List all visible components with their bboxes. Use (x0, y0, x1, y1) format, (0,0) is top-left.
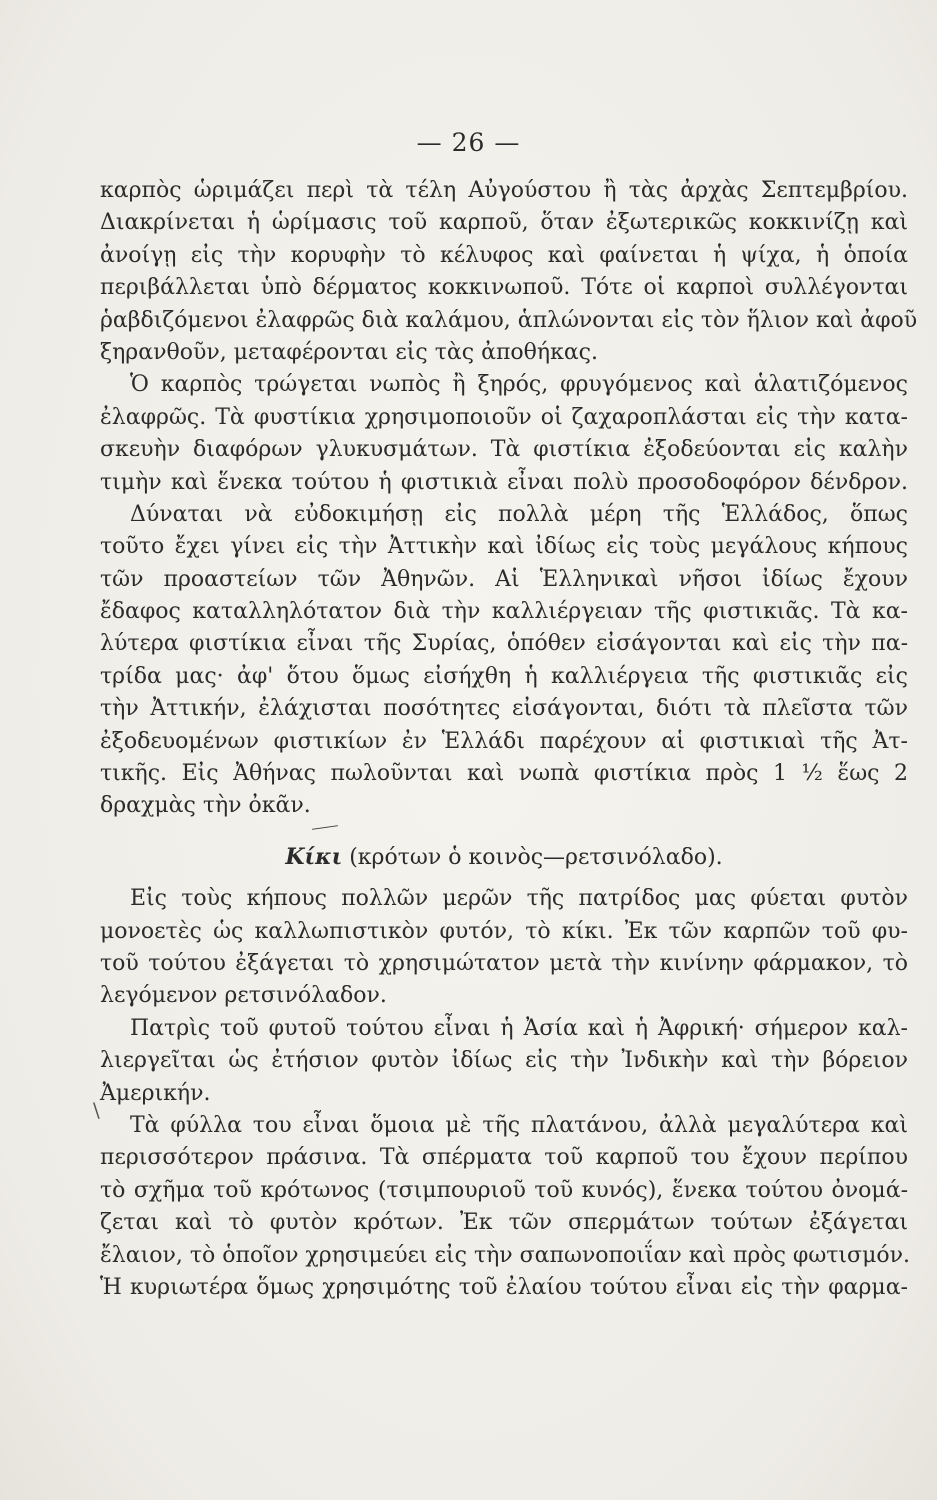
text-line: τὴν Ἀττικήν, ἐλάχισται ποσότητες εἰσάγονται, διότι τὰ πλεῖστα τῶν (100, 696, 908, 722)
text-line: ζεται καὶ τὸ φυτὸν κρότων. Ἐκ τῶν σπερμάτων τούτων ἐξάγεται (100, 1210, 908, 1236)
text-line: τρίδα μας· ἀφ' ὅτου ὅμως εἰσήχθη ἡ καλλιέργεια τῆς φιστικιᾶς εἰς (100, 663, 908, 689)
text-line: ῥαβδιζόμενοι ἐλαφρῶς διὰ καλάμου, ἁπλώνονται εἰς τὸν ἥλιον καὶ ἀφοῦ (100, 307, 918, 333)
text-line: σκευὴν διαφόρων γλυκυσμάτων. Τὰ φιστίκια ἐξοδεύονται εἰς καλὴν (100, 437, 908, 463)
stray-pen-mark: \ (93, 1098, 100, 1122)
text-line: τῶν προαστείων τῶν Ἀθηνῶν. Αἱ Ἑλληνικαὶ νῆσοι ἰδίως ἔχουν (100, 566, 908, 592)
text-line: Ὁ καρπὸς τρώγεται νωπὸς ἢ ξηρός, φρυγόμενος καὶ ἁλατιζόμενος (130, 372, 908, 398)
text-line: τοῦ τούτου ἐξάγεται τὸ χρησιμώτατον μετὰ τὴν κινίνην φάρμακον, τὸ (100, 950, 908, 976)
section-heading-rest: (κρότων ὁ κοινὸς—ρετσινόλαδο). (342, 844, 723, 870)
text-line: λιεργεῖται ὡς ἐτήσιον φυτὸν ἰδίως εἰς τὴν Ἰνδικὴν καὶ τὴν βόρειον (100, 1048, 908, 1074)
text-line: Εἰς τοὺς κήπους πολλῶν μερῶν τῆς πατρίδος μας φύεται φυτὸν (130, 886, 908, 912)
text-line: ξηρανθοῦν, μεταφέρονται εἰς τὰς ἀποθήκας. (100, 339, 598, 365)
text-line: καρπὸς ὡριμάζει περὶ τὰ τέλη Αὐγούστου ἢ τὰς ἀρχὰς Σεπτεμβρίου. (100, 178, 908, 203)
text-line: μονοετὲς ὡς καλλωπιστικὸν φυτόν, τὸ κίκι. Ἐκ τῶν καρπῶν τοῦ φυ- (100, 918, 908, 944)
text-line: ἐλαφρῶς. Τὰ φυστίκια χρησιμοποιοῦν οἱ ζαχαροπλάσται εἰς τὴν κατα- (100, 404, 908, 430)
text-line: λεγόμενον ρετσινόλαδον. (100, 983, 387, 1009)
text-line: λύτερα φιστίκια εἶναι τῆς Συρίας, ὁπόθεν εἰσάγονται καὶ εἰς τὴν πα- (100, 631, 908, 657)
text-line: ἐξοδευομένων φιστικίων ἐν Ἑλλάδι παρέχουν αἱ φιστικιαὶ τῆς Ἀτ- (100, 728, 908, 754)
text-line: τοῦτο ἔχει γίνει εἰς τὴν Ἀττικὴν καὶ ἰδίως εἰς τοὺς μεγάλους κήπους (100, 534, 908, 560)
text-line: τὸ σχῆμα τοῦ κρότωνος (τσιμπουριοῦ τοῦ κυνός), ἕνεκα τούτου ὀνομά- (100, 1177, 908, 1203)
text-line: Ἡ κυριωτέρα ὅμως χρησιμότης τοῦ ἐλαίου τούτου εἶναι εἰς τὴν φαρμα- (100, 1274, 908, 1300)
page-number: — 26 — (416, 128, 521, 157)
text-line: περιβάλλεται ὑπὸ δέρματος κοκκινωποῦ. Τότε οἱ καρποὶ συλλέγονται (100, 275, 908, 301)
section-heading-word: Κίκι (285, 843, 343, 870)
section-heading (100, 841, 908, 873)
text-line: Διακρίνεται ἡ ὡρίμασις τοῦ καρποῦ, ὅταν ἐξωτερικῶς κοκκινίζῃ καὶ (100, 210, 908, 236)
text-line: ἔλαιον, τὸ ὁποῖον χρησιμεύει εἰς τὴν σαπωνοποιΐαν καὶ πρὸς φωτισμόν. (100, 1242, 910, 1268)
text-line: Πατρὶς τοῦ φυτοῦ τούτου εἶναι ἡ Ἀσία καὶ ἡ Ἀφρική· σήμερον καλ- (130, 1015, 908, 1041)
text-line: περισσότερον πράσινα. Τὰ σπέρματα τοῦ καρποῦ του ἔχουν περίπου (100, 1145, 908, 1171)
text-line: ἀνοίγῃ εἰς τὴν κορυφὴν τὸ κέλυφος καὶ φαίνεται ἡ ψίχα, ἡ ὁποία (100, 242, 908, 268)
text-line: τιμὴν καὶ ἕνεκα τούτου ἡ φιστικιὰ εἶναι πολὺ προσοδοφόρον δένδρον. (100, 469, 908, 495)
text-line: Τὰ φύλλα του εἶναι ὅμοια μὲ τῆς πλατάνου, ἀλλὰ μεγαλύτερα καὶ (130, 1112, 908, 1138)
text-line: Ἀμερικήν. (100, 1080, 211, 1106)
text-line: Δύναται νὰ εὐδοκιμήσῃ εἰς πολλὰ μέρη τῆς Ἑλλάδος, ὅπως (130, 501, 908, 527)
page-body (100, 175, 918, 1304)
text-line: δραχμὰς τὴν ὀκᾶν. (100, 793, 311, 819)
text-line: τικῆς. Εἰς Ἀθήνας πωλοῦνται καὶ νωπὰ φιστίκια πρὸς 1 ½ ἕως 2 (100, 761, 908, 787)
text-line: ἔδαφος καταλληλότατον διὰ τὴν καλλιέργειαν τῆς φιστικιᾶς. Τὰ κα- (100, 599, 908, 625)
